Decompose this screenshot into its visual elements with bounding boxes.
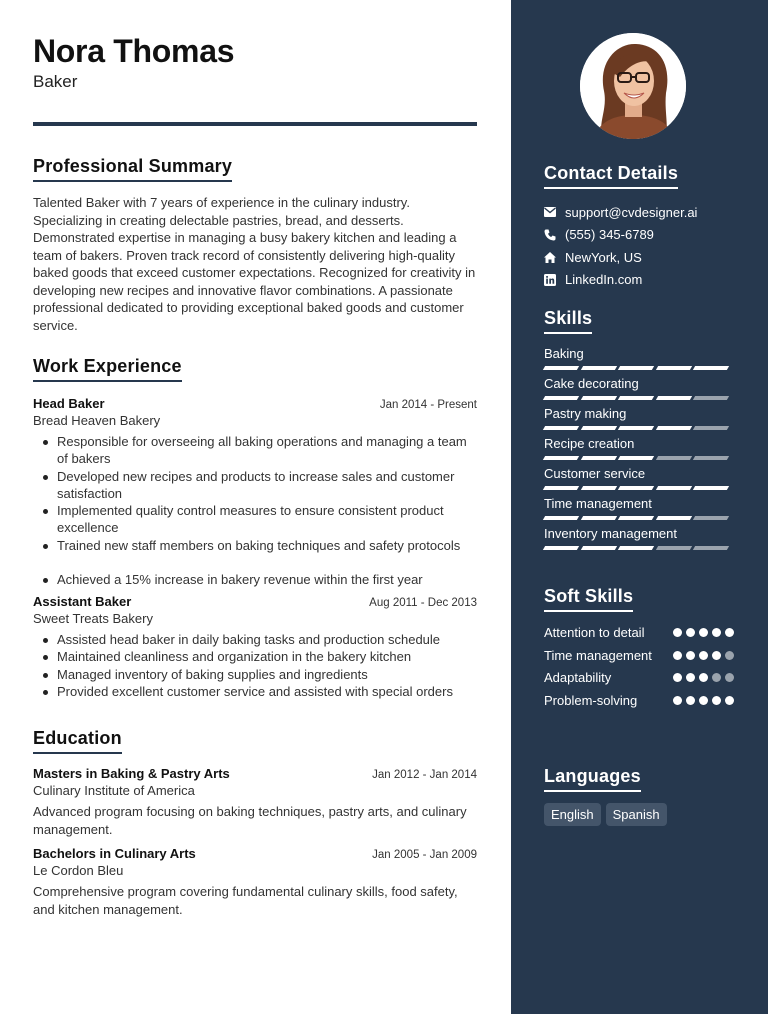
section-title: Soft Skills bbox=[544, 586, 633, 612]
skill-level-segment bbox=[618, 366, 654, 370]
skill-level-segment bbox=[580, 516, 616, 520]
skill-level-segment bbox=[693, 546, 729, 550]
list-item: Achieved a 15% increase in bakery revenue within the first year bbox=[33, 571, 477, 588]
skill-level-segment bbox=[618, 396, 654, 400]
skill-level-bar bbox=[544, 396, 734, 400]
section-title: Skills bbox=[544, 308, 592, 334]
skill-level-segment bbox=[655, 366, 691, 370]
rating-dot bbox=[699, 651, 708, 660]
soft-skill-rating bbox=[673, 647, 734, 660]
skill-level-segment bbox=[693, 456, 729, 460]
soft-skill-item bbox=[544, 624, 734, 642]
soft-skill-item bbox=[544, 647, 734, 665]
skill-level-segment bbox=[543, 366, 579, 370]
skill-item bbox=[544, 436, 734, 460]
skill-item bbox=[544, 526, 734, 550]
work-experience-section bbox=[33, 356, 477, 699]
soft-skill-name: Adaptability bbox=[544, 670, 612, 685]
skill-level-segment bbox=[580, 426, 616, 430]
skill-level-segment bbox=[693, 426, 729, 430]
skill-level-bar bbox=[544, 546, 734, 550]
section-title: Work Experience bbox=[33, 356, 182, 382]
skill-level-segment bbox=[618, 546, 654, 550]
rating-dot bbox=[686, 696, 695, 705]
section-title: Education bbox=[33, 728, 122, 754]
skill-name: Baking bbox=[544, 346, 584, 361]
rating-dot bbox=[673, 673, 682, 682]
soft-skill-name: Attention to detail bbox=[544, 625, 645, 640]
skill-level-segment bbox=[580, 366, 616, 370]
skill-item bbox=[544, 376, 734, 400]
list-item: Provided excellent customer service and assisted with special orders bbox=[33, 683, 477, 700]
skill-level-segment bbox=[693, 366, 729, 370]
skill-name: Customer service bbox=[544, 466, 646, 481]
languages-section bbox=[544, 766, 744, 826]
skill-level-segment bbox=[693, 396, 729, 400]
rating-dot bbox=[725, 696, 734, 705]
skill-level-segment bbox=[618, 486, 654, 490]
rating-dot bbox=[712, 651, 721, 660]
skill-level-segment bbox=[543, 456, 579, 460]
job-company: Bread Heaven Bakery bbox=[33, 413, 161, 428]
rating-dot bbox=[673, 651, 682, 660]
contact-email[interactable] bbox=[544, 201, 744, 224]
skill-level-segment bbox=[580, 396, 616, 400]
education-date: Jan 2012 - Jan 2014 bbox=[372, 769, 477, 781]
list-item: Developed new recipes and products to increase sales and customer satisfaction bbox=[33, 468, 477, 503]
skill-level-segment bbox=[618, 426, 654, 430]
school-name: Le Cordon Bleu bbox=[33, 863, 124, 878]
section-title: Languages bbox=[544, 766, 641, 792]
skill-level-segment bbox=[693, 486, 729, 490]
skill-level-segment bbox=[543, 426, 579, 430]
list-item: Maintained cleanliness and organization in the bakery kitchen bbox=[33, 648, 477, 665]
section-title: Professional Summary bbox=[33, 156, 232, 182]
soft-skill-item bbox=[544, 669, 734, 687]
rating-dot bbox=[725, 651, 734, 660]
skill-level-bar bbox=[544, 486, 734, 490]
skill-level-segment bbox=[543, 546, 579, 550]
contact-location-text: NewYork, US bbox=[565, 249, 642, 265]
sidebar bbox=[511, 0, 768, 1014]
contact-email-text: support@cvdesigner.ai bbox=[565, 204, 698, 220]
contact-details-section bbox=[544, 163, 744, 291]
skill-level-segment bbox=[655, 426, 691, 430]
contact-phone[interactable] bbox=[544, 224, 744, 247]
list-item: Trained new staff members on baking techniques and safety protocols bbox=[33, 537, 477, 554]
school-name: Culinary Institute of America bbox=[33, 783, 195, 798]
education-description: Comprehensive program covering fundamental culinary skills, food safety, and kitchen management. bbox=[33, 884, 458, 917]
rating-dot bbox=[686, 651, 695, 660]
job-bullets bbox=[33, 631, 477, 700]
skill-level-segment bbox=[580, 456, 616, 460]
skill-level-segment bbox=[618, 516, 654, 520]
contact-location bbox=[544, 246, 744, 269]
education-entry bbox=[33, 766, 477, 838]
soft-skill-rating bbox=[673, 624, 734, 637]
skill-level-segment bbox=[543, 486, 579, 490]
skill-level-bar bbox=[544, 366, 734, 370]
list-item: Managed inventory of baking supplies and ingredients bbox=[33, 666, 477, 683]
skill-name: Time management bbox=[544, 496, 652, 511]
language-badge: Spanish bbox=[606, 803, 667, 826]
skills-section bbox=[544, 308, 734, 550]
rating-dot bbox=[712, 696, 721, 705]
section-title: Contact Details bbox=[544, 163, 678, 189]
home-icon bbox=[544, 252, 565, 263]
skill-level-segment bbox=[693, 516, 729, 520]
rating-dot bbox=[712, 628, 721, 637]
job-entry bbox=[33, 396, 477, 588]
rating-dot bbox=[712, 673, 721, 682]
degree-title: Bachelors in Culinary Arts bbox=[33, 846, 196, 861]
skill-item bbox=[544, 466, 734, 490]
soft-skill-rating bbox=[673, 669, 734, 682]
contact-linkedin[interactable] bbox=[544, 269, 744, 292]
skill-name: Recipe creation bbox=[544, 436, 635, 451]
job-entry bbox=[33, 594, 477, 700]
contact-phone-text: (555) 345-6789 bbox=[565, 227, 654, 243]
soft-skill-item bbox=[544, 692, 734, 710]
professional-summary-section bbox=[33, 156, 477, 334]
education-description: Advanced program focusing on baking techniques, pastry arts, and culinary management. bbox=[33, 804, 467, 837]
soft-skill-name: Problem-solving bbox=[544, 692, 638, 708]
skill-level-segment bbox=[580, 486, 616, 490]
rating-dot bbox=[699, 628, 708, 637]
skill-level-bar bbox=[544, 426, 734, 430]
skill-name: Pastry making bbox=[544, 406, 627, 421]
skill-item bbox=[544, 406, 734, 430]
language-badge: English bbox=[544, 803, 601, 826]
skill-level-bar bbox=[544, 456, 734, 460]
rating-dot bbox=[725, 673, 734, 682]
soft-skill-rating bbox=[673, 692, 734, 705]
job-bullets bbox=[33, 433, 477, 588]
skill-name: Cake decorating bbox=[544, 376, 639, 391]
avatar-portrait-image bbox=[580, 33, 686, 139]
header-divider bbox=[33, 122, 477, 126]
job-company: Sweet Treats Bakery bbox=[33, 611, 153, 626]
soft-skill-name: Time management bbox=[544, 647, 652, 663]
skill-item bbox=[544, 346, 734, 370]
soft-skills-section bbox=[544, 586, 734, 714]
rating-dot bbox=[673, 696, 682, 705]
list-item: Implemented quality control measures to ensure consistent product excellence bbox=[33, 502, 477, 537]
rating-dot bbox=[725, 628, 734, 637]
skill-level-segment bbox=[655, 516, 691, 520]
skill-level-segment bbox=[655, 546, 691, 550]
summary-text: Talented Baker with 7 years of experience in the culinary industry. Specializing in creating delectable pastries, bread, and desserts. Demonstrated expertise in managing a busy bakery kitchen and leading a team of bakers. Proven track record of consistently delivering high-quality baked goods that exceed customer expectations. Recognized for creativity in developing new recipes and innovative flavor combinations. A passionate professional dedicated to providing exceptional baked goods and customer service. bbox=[33, 195, 476, 333]
skill-level-bar bbox=[544, 516, 734, 520]
candidate-name: Nora Thomas bbox=[33, 33, 235, 69]
list-item: Assisted head baker in daily baking tasks and production schedule bbox=[33, 631, 477, 648]
contact-linkedin-text: LinkedIn.com bbox=[565, 272, 643, 288]
skill-level-segment bbox=[543, 516, 579, 520]
rating-dot bbox=[699, 696, 708, 705]
skill-name: Inventory management bbox=[544, 526, 677, 541]
skill-level-segment bbox=[655, 456, 691, 460]
avatar bbox=[580, 33, 686, 139]
job-date: Aug 2011 - Dec 2013 bbox=[369, 597, 477, 609]
skill-level-segment bbox=[580, 546, 616, 550]
linkedin-icon bbox=[544, 274, 565, 286]
rating-dot bbox=[699, 673, 708, 682]
job-title: Head Baker bbox=[33, 396, 105, 411]
skill-item bbox=[544, 496, 734, 520]
skill-level-segment bbox=[543, 396, 579, 400]
job-date: Jan 2014 - Present bbox=[379, 399, 477, 411]
skill-level-segment bbox=[655, 486, 691, 490]
degree-title: Masters in Baking & Pastry Arts bbox=[33, 766, 230, 781]
candidate-role: Baker bbox=[33, 72, 78, 91]
job-title: Assistant Baker bbox=[33, 594, 132, 609]
education-entry bbox=[33, 846, 477, 918]
envelope-icon bbox=[544, 207, 565, 217]
list-item: Responsible for overseeing all baking operations and managing a team of bakers bbox=[33, 433, 477, 468]
phone-icon bbox=[544, 229, 565, 241]
rating-dot bbox=[686, 628, 695, 637]
education-section bbox=[33, 728, 477, 918]
education-date: Jan 2005 - Jan 2009 bbox=[372, 849, 477, 861]
skill-level-segment bbox=[618, 456, 654, 460]
rating-dot bbox=[673, 628, 682, 637]
skill-level-segment bbox=[655, 396, 691, 400]
rating-dot bbox=[686, 673, 695, 682]
